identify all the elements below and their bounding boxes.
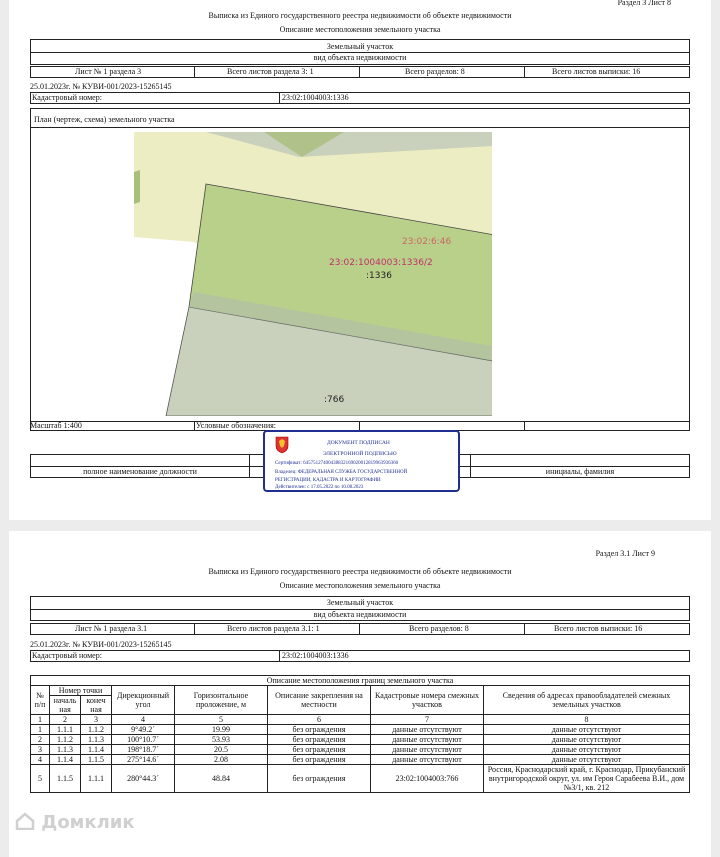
plan-label: План (чертеж, схема) земельного участка [34, 115, 175, 124]
object-type-caption: вид объекта недвижимости [313, 53, 407, 62]
sheets-total: Всего листов выписки: 16 [554, 624, 643, 633]
electronic-signature-stamp [263, 430, 460, 492]
house-logo-icon [15, 812, 35, 830]
boundary-table [30, 675, 690, 793]
document-page-1 [9, 0, 711, 520]
domclick-watermark [15, 812, 135, 833]
stamp-validity: Действителен: с 17.05.2022 по 10.08.2023 [275, 485, 364, 490]
table-row: 1 1.1.1 1.1.2 9°49.2´ 19.99 без ограждения данные отсутствуют данные отсутствуют [31, 725, 690, 735]
col-length: Горизонтальное проложение, м [175, 686, 268, 715]
object-type: Земельный участок [326, 598, 394, 607]
sheets-total: Всего листов выписки: 16 [552, 67, 641, 76]
document-subtitle: Описание местоположения земельного участка [279, 25, 441, 34]
col-points: Номер точки [50, 686, 112, 696]
extract-date-number: 25.01.2023г. № КУВИ-001/2023-15265145 [30, 82, 172, 91]
land-plot-map [134, 132, 492, 416]
table-title: Описание местоположения границ земельного участка [31, 676, 690, 686]
sheet-number: Лист № 1 раздела 3.1 [75, 624, 148, 633]
document-page-2 [9, 531, 711, 857]
object-type-caption: вид объекта недвижимости [313, 610, 407, 619]
col-owners: Сведения об адресах правообладателей смежных земельных участков [484, 686, 690, 715]
cadastral-number: 23:02:1004003:1336 [282, 93, 349, 102]
sheet-number: Лист № 1 раздела 3 [75, 67, 142, 76]
cadastral-label: Кадастровый номер: [32, 93, 102, 102]
cadastral-number: 23:02:1004003:1336 [282, 651, 349, 660]
stamp-owner-1: Владелец: ФЕДЕРАЛЬНАЯ СЛУЖБА ГОСУДАРСТВЕННОЙ [275, 470, 408, 475]
stamp-certificate: Сертификат: 64575127400438832169020012819963936360 [275, 461, 399, 466]
document-subtitle: Описание местоположения земельного участка [279, 581, 441, 590]
col-end-point: конеч ная [81, 696, 112, 715]
coat-of-arms-icon [275, 436, 289, 454]
col-num: № п/п [31, 686, 50, 715]
map-label-6-46: 23:02:6:46 [402, 237, 452, 247]
map-label-1336-2: 23:02:1004003:1336/2 [329, 258, 433, 268]
initials-caption: инициалы, фамилия [545, 467, 615, 476]
position-caption: полное наименование должности [83, 467, 197, 476]
table-row: 4 1.1.4 1.1.5 275°14.6´ 2.08 без ограждения данные отсутствуют данные отсутствуют [31, 755, 690, 765]
sections-total: Всего разделов: 8 [405, 67, 465, 76]
stamp-line-2: ЭЛЕКТРОННОЙ ПОДПИСЬЮ [323, 451, 397, 457]
cadastral-row [30, 92, 690, 104]
col-angle: Дирекционный угол [112, 686, 175, 715]
page-corner-label: Раздел 3 Лист 8 [617, 0, 671, 7]
map-scale: Масштаб 1:400 [30, 421, 82, 430]
sections-total: Всего разделов: 8 [409, 624, 469, 633]
cadastral-label: Кадастровый номер: [32, 651, 102, 660]
col-neighbors: Кадастровые номера смежных участков [371, 686, 484, 715]
watermark-text: Домклик [41, 812, 135, 833]
document-title: Выписка из Единого государственного реестра недвижимости об объекте недвижимости [208, 567, 512, 576]
object-type: Земельный участок [326, 42, 394, 51]
extract-date-number: 25.01.2023г. № КУВИ-001/2023-15265145 [30, 640, 172, 649]
map-label-1336: :1336 [366, 271, 392, 281]
sheets-in-section: Всего листов раздела 3: 1 [227, 67, 314, 76]
legend-label: Условные обозначения: [196, 421, 277, 430]
stamp-owner-2: РЕГИСТРАЦИИ, КАДАСТРА И КАРТОГРАФИИ [275, 478, 381, 483]
map-label-766: :766 [324, 395, 345, 405]
table-row: 2 1.1.2 1.1.3 100°10.7´ 53.93 без ограждения данные отсутствуют данные отсутствуют [31, 735, 690, 745]
table-row: 5 1.1.5 1.1.1 280°44.3´ 48.84 без ограждения 23:02:1004003:766 Россия, Краснодарский край, г. Краснодар, Прикубанский внутригородской округ, ул. им Героя Сарабеева В.И., дом №3/1, кв. 212 [31, 765, 690, 793]
cadastral-row [30, 650, 690, 662]
stamp-line-1: ДОКУМЕНТ ПОДПИСАН [327, 440, 390, 446]
sheets-in-section: Всего листов раздела 3.1: 1 [227, 624, 320, 633]
table-row: 3 1.1.3 1.1.4 198°18.7´ 20.5 без ограждения данные отсутствуют данные отсутствуют [31, 745, 690, 755]
col-fixing: Описание закрепления на местности [268, 686, 371, 715]
page-corner-label: Раздел 3.1 Лист 9 [595, 549, 655, 558]
document-title: Выписка из Единого государственного реестра недвижимости об объекте недвижимости [208, 11, 512, 20]
index-row: 1 2 3 4 5 6 7 8 [31, 715, 690, 725]
col-start-point: началь ная [50, 696, 81, 715]
